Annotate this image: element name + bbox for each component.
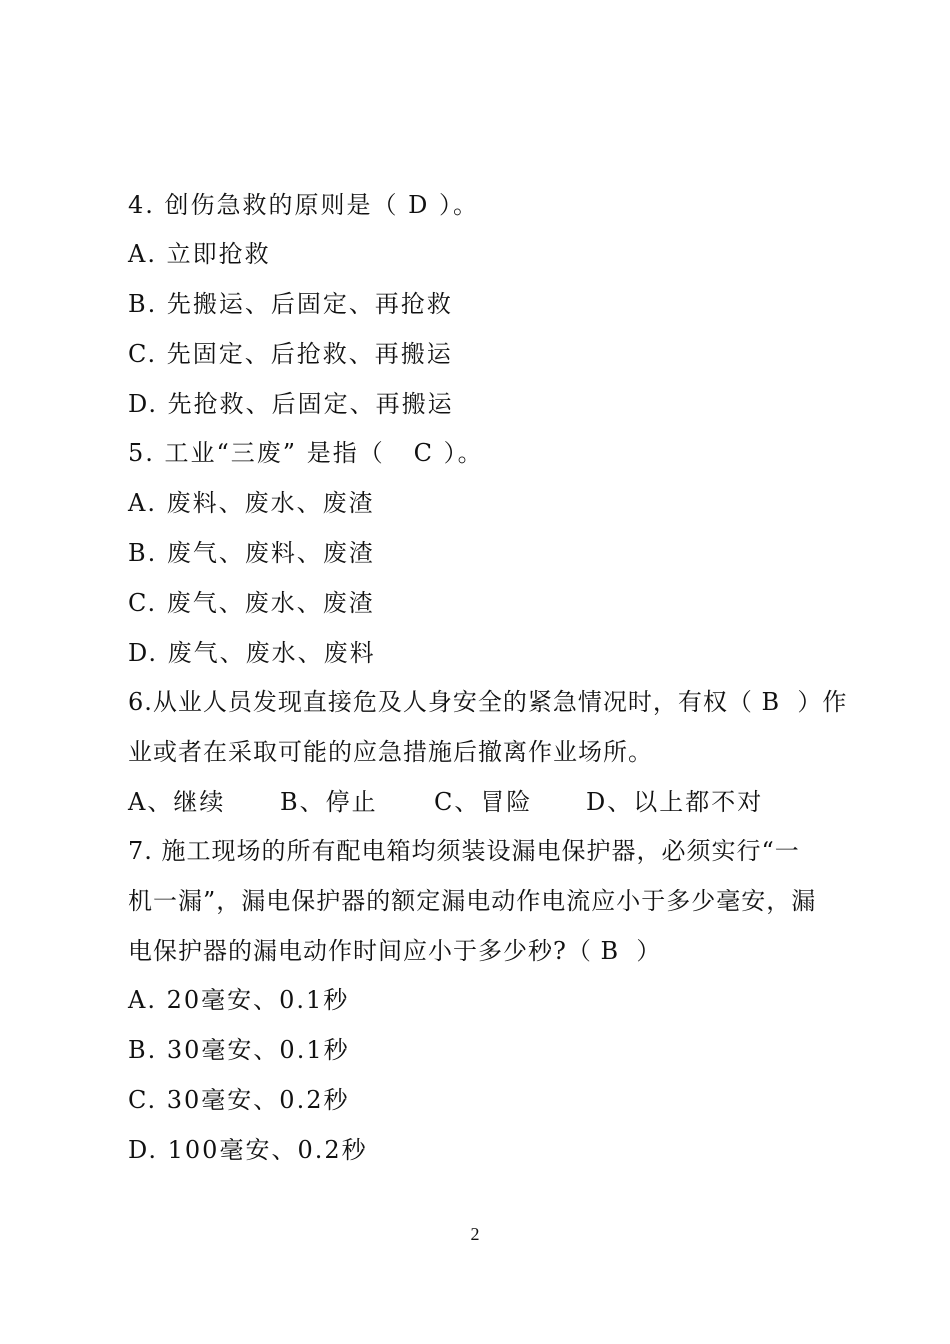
question-4-option-b: B. 先搬运、后固定、再抢救	[128, 290, 453, 318]
question-7-option-a: A. 20毫安、0.1秒	[128, 986, 350, 1014]
question-7-option-b: B. 30毫安、0.1秒	[128, 1036, 350, 1064]
question-7-stem-line-1: 7. 施工现场的所有配电箱均须装设漏电保护器，必须实行“一	[128, 837, 800, 865]
question-4-option-d: D. 先抢救、后固定、再搬运	[128, 390, 454, 418]
question-6-options	[128, 787, 838, 817]
question-5-stem: 5. 工业“三废” 是指（ C ）。	[128, 439, 484, 467]
question-5-option-d: D. 废气、废水、废料	[128, 639, 376, 667]
question-7-stem-line-3: 电保护器的漏电动作时间应小于多少秒?（ B ）	[128, 937, 662, 965]
question-7-option-d: D. 100毫安、0.2秒	[128, 1136, 368, 1164]
question-4-option-c: C. 先固定、后抢救、再搬运	[128, 340, 453, 368]
question-6-option-b: B、停止	[280, 788, 378, 816]
question-6-stem-line-2: 业或者在采取可能的应急措施后撤离作业场所。	[128, 738, 653, 766]
question-5-option-c: C. 废气、废水、废渣	[128, 589, 375, 617]
question-4-stem: 4. 创伤急救的原则是（ D ）。	[128, 191, 480, 219]
question-6-option-a: A、继续	[128, 788, 226, 816]
question-6-option-d: D、以上都不对	[586, 788, 764, 816]
question-7-option-c: C. 30毫安、0.2秒	[128, 1086, 350, 1114]
question-5-option-a: A. 废料、废水、废渣	[128, 489, 375, 517]
question-7-stem-line-2: 机一漏”，漏电保护器的额定漏电动作电流应小于多少毫安，漏	[128, 887, 817, 915]
question-6-option-c: C、冒险	[434, 788, 533, 816]
question-4-option-a: A. 立即抢救	[128, 240, 271, 268]
question-6-stem-line-1: 6.从业人员发现直接危及人身安全的紧急情况时，有权（ B ）作	[128, 688, 848, 716]
page-number: 2	[470, 1224, 480, 1244]
question-5-option-b: B. 废气、废料、废渣	[128, 539, 375, 567]
